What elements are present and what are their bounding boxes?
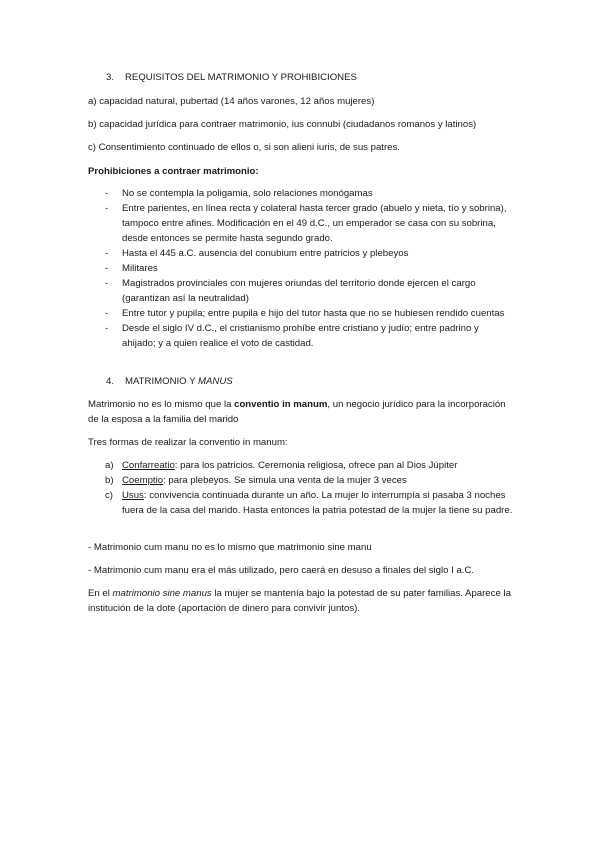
requirement-b: b) capacidad jurídica para contraer matrimonio, ius connubi (ciudadanos romanos y latinos) [88, 119, 477, 130]
paragraph-conventio [88, 397, 513, 427]
list-marker: c) [105, 490, 113, 501]
list-marker: b) [105, 475, 114, 486]
list-item: - Entre tutor y pupila; entre pupila e hijo del tutor hasta que no se hubiesen rendido cuentas [88, 306, 513, 321]
note-1: - Matrimonio cum manu no es lo mismo que matrimonio sine manu [88, 542, 372, 553]
list-item: - Militares [88, 261, 513, 276]
list-item: - Desde el siglo IV d.C., el cristianismo prohíbe entre cristiano y judío; entre padrino y ahijado; y a quien realice el voto de castidad. [88, 321, 513, 351]
form-term: Usus [122, 490, 144, 501]
list-item [88, 473, 513, 488]
list-item: - Magistrados provinciales con mujeres oriundas del territorio donde ejercen el cargo (garantizan así la neutralidad) [88, 276, 513, 306]
text-span: , un negocio jurídico para la incorporación de la esposa a la familia del marido [88, 399, 506, 425]
text-span: En el [88, 588, 113, 599]
section-4-title: MATRIMONIO Y [125, 376, 199, 387]
note-2: - Matrimonio cum manu era el más utilizado, pero caerá en desuso a finales del siglo I a.C. [88, 565, 475, 576]
paragraph-forms-intro: Tres formas de realizar la conventio in manum: [88, 437, 288, 448]
list-marker: a) [105, 460, 114, 471]
prohibitions-title: Prohibiciones a contraer matrimonio: [88, 166, 259, 177]
text-span: Matrimonio no es lo mismo que la [88, 399, 235, 410]
text-span: la mujer se mantenía bajo la potestad de su pater familias. Aparece la institución de la dote (aportación de dinero para convivir juntos). [88, 588, 511, 614]
list-item: - Hasta el 445 a.C. ausencia del conubium entre patricios y plebeyos [88, 246, 513, 261]
section-3-number: 3. [106, 72, 115, 83]
requirement-a: a) capacidad natural, pubertad (14 años varones, 12 años mujeres) [88, 96, 375, 107]
section-4-title-manus: MANUS [198, 376, 233, 387]
form-text: : para los patricios. Ceremonia religiosa, ofrece pan al Dios Júpiter [174, 460, 458, 471]
form-text: : convivencia continuada durante un año. La mujer lo interrumpía si pasaba 3 noches fuera de la casa del marido. Hasta entonces la patria potestad de la mujer la tiene su padre. [122, 490, 513, 516]
section-4-heading [106, 374, 531, 389]
term-conventio: conventio in manum [234, 399, 328, 410]
list-item [88, 458, 513, 473]
section-4-number: 4. [106, 376, 115, 387]
requirement-c: c) Consentimiento continuado de ellos o, si son alieni iuris, de sus patres. [88, 142, 400, 153]
list-item: - No se contempla la poligamia, solo relaciones monógamas [88, 186, 513, 201]
section-3-heading [106, 70, 531, 85]
section-3-title: REQUISITOS DEL MATRIMONIO Y PROHIBICIONES [125, 72, 357, 83]
paragraph-sine-manus [88, 586, 513, 616]
prohibitions-list [88, 186, 513, 351]
form-term: Coemptio [122, 475, 164, 486]
forms-list [88, 458, 513, 518]
list-item [88, 488, 513, 518]
term-sine-manus: matrimonio sine manus [112, 588, 212, 599]
form-term: Confarreatio [122, 460, 175, 471]
form-text: : para plebeyos. Se simula una venta de la mujer 3 veces [163, 475, 407, 486]
list-item: - Entre parientes, en línea recta y colateral hasta tercer grado (abuelo y nieta, tío y sobrina), tampoco entre afines. Modificación en el 49 d.C., un emperador se casa con su sobrina, desde entonces se permite hasta segundo grado. [88, 201, 513, 246]
